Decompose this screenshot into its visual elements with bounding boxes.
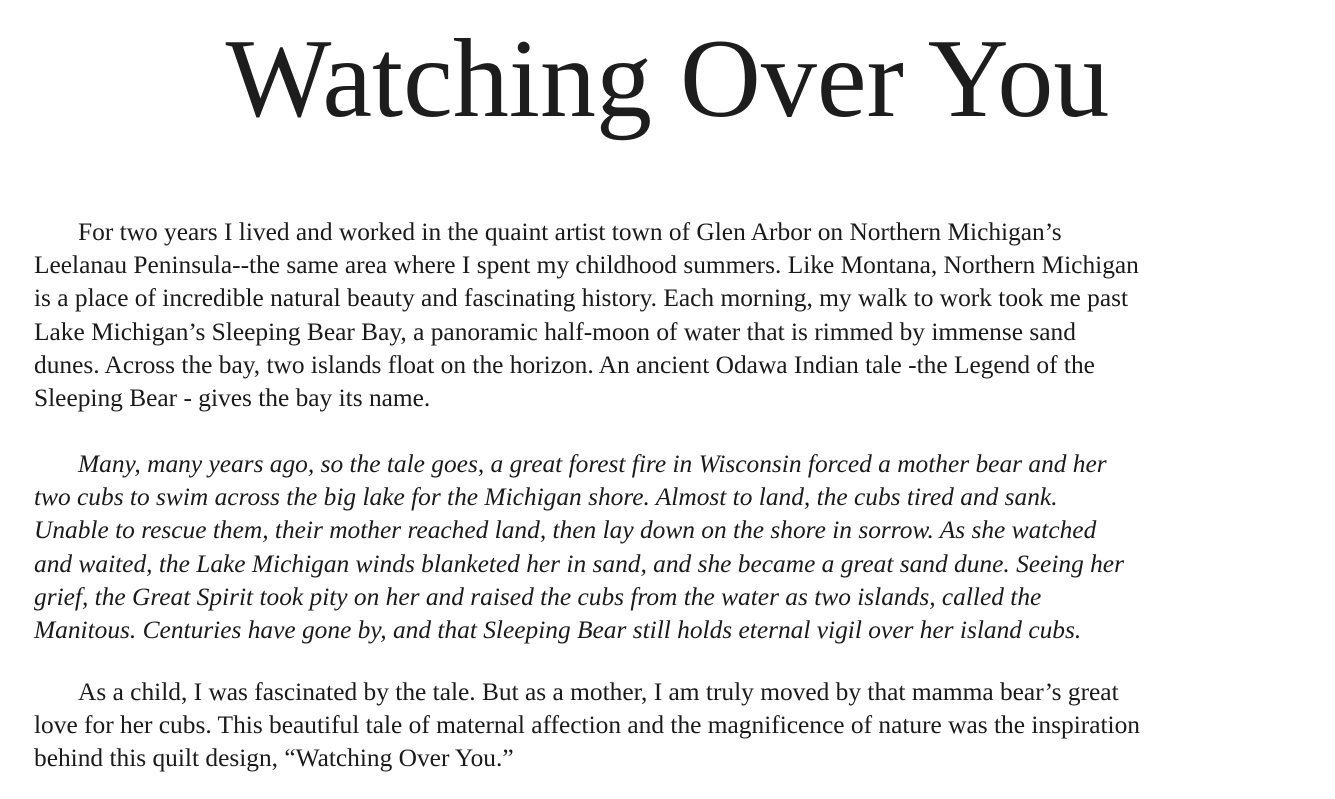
- paragraph-line: and waited, the Lake Michigan winds blanketed her in sand, and she became a great sand dune. Seeing her: [34, 549, 1124, 578]
- paragraph-line: Manitous. Centuries have gone by, and that Sleeping Bear still holds eternal vigil over her island cubs.: [34, 616, 1082, 645]
- paragraph-line: For two years I lived and worked in the quaint artist town of Glen Arbor on Northern Michigan’s: [78, 218, 1062, 246]
- paragraph-line: Leelanau Peninsula--the same area where I spent my childhood summers. Like Montana, Northern Michigan: [34, 251, 1139, 280]
- paragraph-line: is a place of incredible natural beauty and fascinating history. Each morning, my walk to work took me past: [34, 284, 1129, 313]
- paragraph-legend: [34, 448, 1309, 647]
- paragraph-line: Lake Michigan’s Sleeping Bear Bay, a panoramic half-moon of water that is rimmed by immense sand: [34, 317, 1076, 346]
- paragraph-line: behind this quilt design, “Watching Over You.”: [34, 744, 514, 773]
- paragraph-line: dunes. Across the bay, two islands float on the horizon. An ancient Odawa Indian tale -the Legend of the: [34, 350, 1095, 379]
- paragraph-line: grief, the Great Spirit took pity on her and raised the cubs from the water as two islands, called the: [34, 582, 1042, 611]
- paragraph-line: two cubs to swim across the big lake for the Michigan shore. Almost to land, the cubs tired and sank.: [34, 483, 1058, 512]
- paragraph-line: Unable to rescue them, their mother reached land, then lay down on the shore in sorrow. As she watched: [34, 516, 1097, 545]
- paragraph-line: As a child, I was fascinated by the tale. But as a mother, I am truly moved by that mamma bear’s great: [78, 678, 1119, 706]
- paragraph-line: Many, many years ago, so the tale goes, a great forest fire in Wisconsin forced a mother bear and her: [78, 450, 1107, 478]
- paragraph-line: love for her cubs. This beautiful tale of maternal affection and the magnificence of nature was the inspiration: [34, 711, 1140, 740]
- paragraph-conclusion: [34, 676, 1309, 776]
- paragraph-line: Sleeping Bear - gives the bay its name.: [34, 384, 431, 413]
- page-title: Watching Over You: [225, 17, 1110, 141]
- paragraph-intro: [34, 216, 1309, 415]
